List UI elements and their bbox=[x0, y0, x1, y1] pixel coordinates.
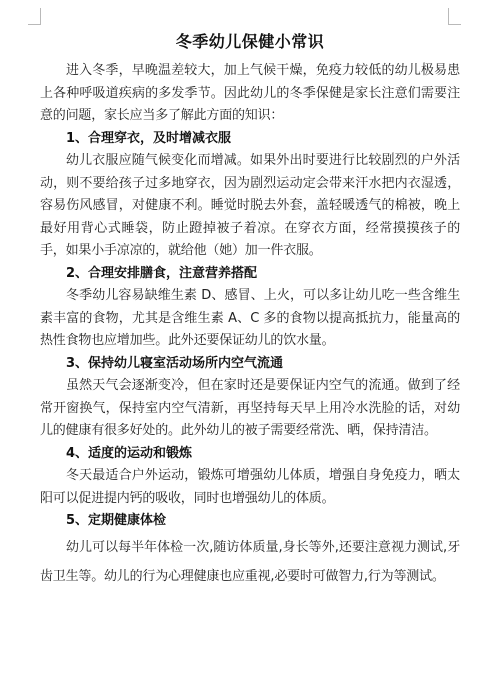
section-body-1: 幼儿衣服应随气候变化而增减。如果外出时要进行比较剧烈的户外活动，则不要给孩子过多地穿衣，因为剧烈运动定会带来汗水把内衣湿透，容易伤风感冒，对健康不利。睡觉时脱去外套，盖轻暖透气的棉被，晚上最好用背心式睡袋，防止蹬掉被子着凉。在穿衣方面，经常摸摸孩子的手，如果小手凉凉的，就给他（她）加一件衣服。 bbox=[40, 153, 460, 258]
section-heading-3: 3、保持幼儿寝室活动场所内空气流通 bbox=[66, 355, 284, 371]
document-body bbox=[40, 30, 460, 591]
crop-mark-top-left bbox=[28, 8, 41, 25]
intro-paragraph: 进入冬季，早晚温差较大，加上气候干燥，免疫力较低的幼儿极易患上各种呼吸道疾病的多发季节。因此幼儿的冬季保健是家长注意们需要注意的问题，家长应当多了解此方面的知识： bbox=[40, 63, 460, 123]
section-heading-5: 5、定期健康体检 bbox=[66, 513, 167, 528]
section-heading-4: 4、适度的运动和锻炼 bbox=[66, 445, 193, 461]
section-body-2: 冬季幼儿容易缺维生素 D、感冒、上火，可以多让幼儿吃一些含维生素丰富的食物，尤其是含维生素 A、C 多的食物以提高抵抗力，能量高的热性食物也应增加些。此外还要保证幼儿的饮水量。 bbox=[40, 288, 460, 348]
section-body-4: 冬天最适合户外运动，锻炼可增强幼儿体质，增强自身免疫力，晒太阳可以促进提内钙的吸收，同时也增强幼儿的体质。 bbox=[40, 468, 460, 506]
crop-mark-top-right bbox=[448, 8, 461, 25]
section-heading-2: 2、合理安排膳食，注意营养搭配 bbox=[66, 265, 258, 281]
section-heading-1: 1、合理穿衣，及时增减衣服 bbox=[66, 130, 232, 146]
section-body-5: 幼儿可以每半年体检一次,随访体质量,身长等外,还要注意视力测试,牙齿卫生等。幼儿的行为心理健康也应重视,必要时可做智力,行为等测试。 bbox=[40, 539, 460, 584]
section-body-3: 虽然天气会逐渐变冷，但在家时还是要保证内空气的流通。做到了经常开窗换气，保持室内空气清新，再坚持每天早上用冷水洗脸的话，对幼儿的健康有很多好处的。此外幼儿的被子需要经常洗、晒，保持清洁。 bbox=[40, 378, 460, 438]
document-title: 冬季幼儿保健小常识 bbox=[175, 32, 325, 51]
